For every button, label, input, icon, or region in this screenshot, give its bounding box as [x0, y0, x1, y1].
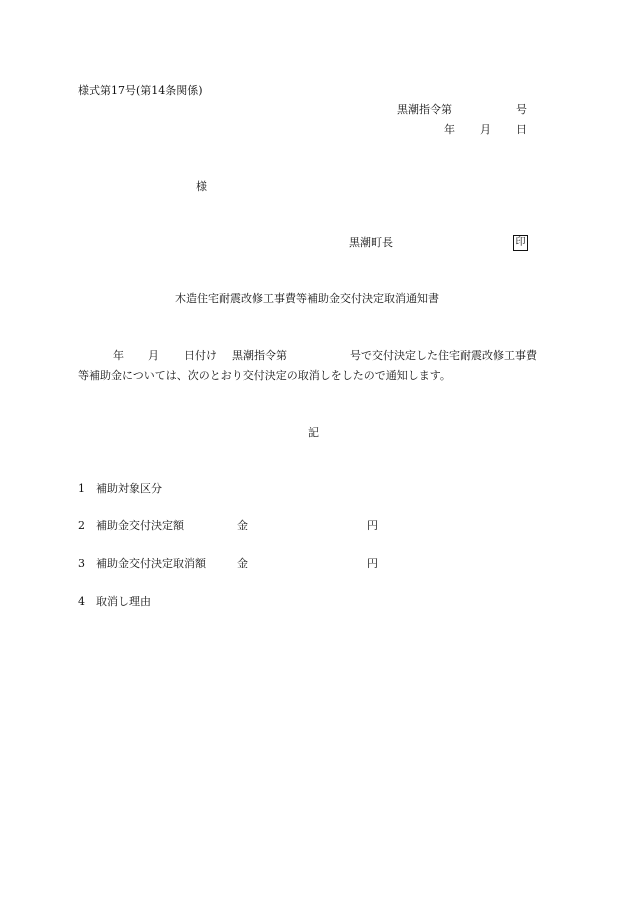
body-ref-prefix: 黒潮指令第	[232, 349, 287, 362]
seal-stamp: 印	[513, 235, 528, 251]
item-2-yen: 円	[367, 519, 378, 532]
item-2-label: 補助金交付決定額	[96, 519, 184, 532]
form-label: 様式第17号(第14条関係)	[78, 84, 203, 97]
body-line1-rest: 号で交付決定した住宅耐震改修工事費	[350, 349, 537, 362]
item-3-label: 補助金交付決定取消額	[96, 557, 206, 570]
document-number-prefix: 黒潮指令第	[397, 103, 452, 116]
item-3-kin: 金	[237, 557, 248, 570]
item-2-number: 2	[78, 519, 85, 532]
issuer-name: 黒潮町長	[349, 236, 393, 249]
item-1-label: 補助対象区分	[96, 482, 162, 495]
item-3-yen: 円	[367, 557, 378, 570]
item-4-number: 4	[78, 595, 85, 608]
item-3-number: 3	[78, 557, 85, 570]
body-year: 年	[113, 349, 124, 362]
ki-heading: 記	[308, 426, 319, 439]
date-day: 日	[516, 123, 527, 136]
item-4-label: 取消し理由	[96, 595, 151, 608]
body-dated: 日付け	[184, 349, 217, 362]
body-line2: 等補助金については、次のとおり交付決定の取消しをしたので通知します。	[78, 369, 451, 382]
body-month: 月	[148, 349, 159, 362]
item-2-kin: 金	[237, 519, 248, 532]
date-year: 年	[444, 123, 455, 136]
date-month: 月	[480, 123, 491, 136]
document-number-suffix: 号	[516, 103, 527, 116]
addressee-suffix: 様	[196, 180, 207, 193]
document-title: 木造住宅耐震改修工事費等補助金交付決定取消通知書	[175, 292, 439, 305]
item-1-number: 1	[78, 482, 85, 495]
